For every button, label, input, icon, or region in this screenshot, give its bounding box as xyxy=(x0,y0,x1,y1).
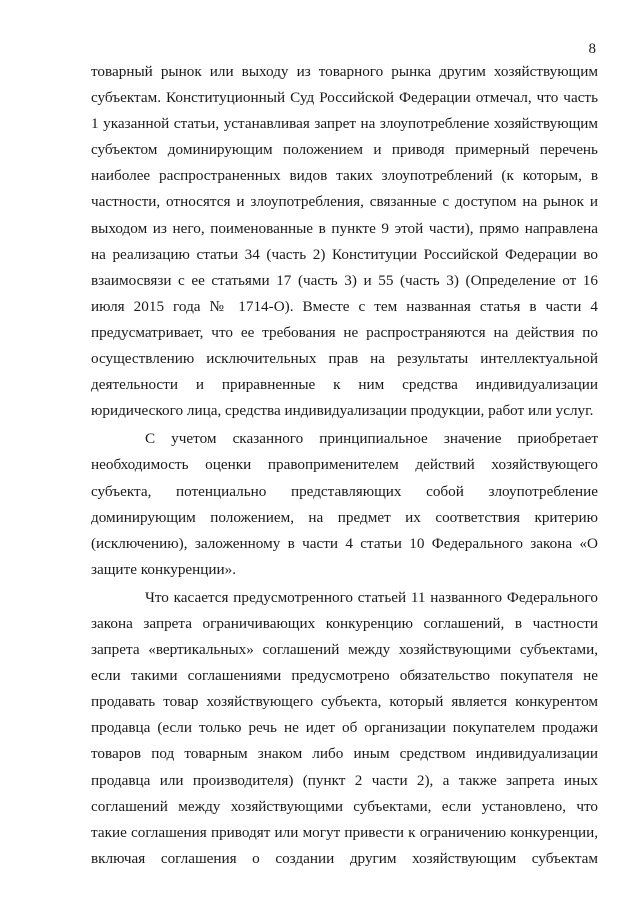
text-line: осуществлению исключительных прав на результаты интеллектуальной xyxy=(91,350,598,368)
text-line: юридического лица, средства индивидуализации продукции, работ или услуг. xyxy=(91,402,594,420)
text-line: включая соглашения о создании другим хозяйствующим субъектам xyxy=(91,849,598,867)
text-line: 1 указанной статьи, устанавливая запрет на злоупотребление хозяйствующим xyxy=(91,115,598,133)
text-line: выходом из него, поименованные в пункте 9 этой части), прямо направлена xyxy=(91,219,598,237)
text-line: взаимосвязи с ее статьями 17 (часть 3) и 55 (часть 3) (Определение от 16 xyxy=(91,271,598,289)
paragraph xyxy=(91,585,598,872)
text-line: С учетом сказанного принципиальное значение приобретает xyxy=(145,430,598,448)
text-line: запрета «вертикальных» соглашений между хозяйствующими субъектами, xyxy=(91,641,598,659)
text-line: (исключению), заложенному в части 4 статьи 10 Федерального закона «О xyxy=(91,534,598,552)
text-line: защите конкуренции». xyxy=(91,560,237,578)
text-line: предусматривает, что ее требования не распространяются на действия по xyxy=(91,323,598,341)
text-line: товарный рынок или выходу из товарного рынка другим хозяйствующим xyxy=(91,63,598,80)
text-line: продавца (если только речь не идет об организации покупателем продажи xyxy=(91,719,598,737)
text-line: Что касается предусмотренного статьей 11 названного Федерального xyxy=(145,588,598,606)
text-line: соглашений между хозяйствующими субъектами, если установлено, что xyxy=(91,797,598,815)
text-line: продавца или производителя) (пункт 2 части 2), а также запрета иных xyxy=(91,771,598,789)
text-line: субъектом доминирующим положением и приводя примерный перечень xyxy=(91,141,598,159)
text-line: такие соглашения приводят или могут привести к ограничению конкуренции, xyxy=(91,823,598,841)
paragraph xyxy=(91,426,598,583)
text-line: июля 2015 года № 1714-О). Вместе с тем названная статья в части 4 xyxy=(91,297,598,315)
text-line: наиболее распространенных видов таких злоупотреблений (к которым, в xyxy=(91,167,598,185)
text-line: если такими соглашениями предусмотрено обязательство покупателя не xyxy=(91,667,598,685)
text-line: доминирующим положением, на предмет их соответствия критерию xyxy=(91,508,598,526)
paragraph xyxy=(91,59,598,424)
text-line: деятельности и приравненные к ним средства индивидуализации xyxy=(91,376,598,394)
text-line: закона запрета ограничивающих конкуренцию соглашений, в частности xyxy=(91,614,598,632)
text-line: субъектам. Конституционный Суд Российской Федерации отмечал, что часть xyxy=(91,89,598,107)
text-line: частности, относятся и злоупотребления, связанные с доступом на рынок и xyxy=(91,193,598,211)
text-line: необходимость оценки правоприменителем действий хозяйствующего xyxy=(91,456,598,474)
page-number: 8 xyxy=(588,41,596,57)
text-line: продавать товар хозяйствующего субъекта, который является конкурентом xyxy=(91,693,598,711)
text-line: субъекта, потенциально представляющих собой злоупотребление xyxy=(91,482,598,500)
document-body xyxy=(91,59,598,872)
text-line: товаров под товарным знаком либо иным средством индивидуализации xyxy=(91,745,598,763)
text-line: на реализацию статьи 34 (часть 2) Конституции Российской Федерации во xyxy=(91,245,598,263)
